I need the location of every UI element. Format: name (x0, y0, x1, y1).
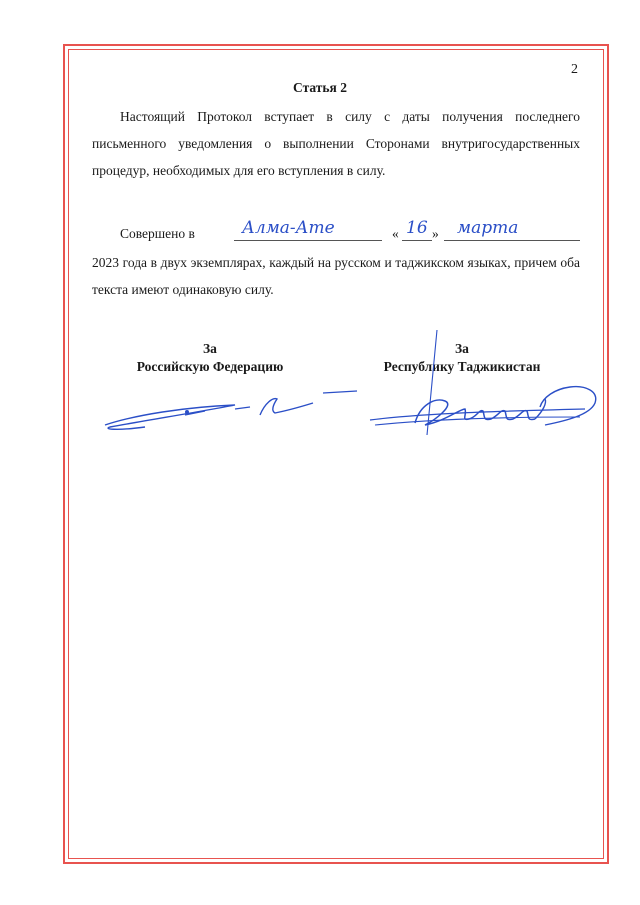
done-prefix: Совершено в (120, 226, 195, 241)
quote-open: « (392, 226, 399, 241)
signatory-russia-line1: За (203, 341, 217, 356)
paragraph-copies: 2023 года в двух экземплярах, каждый на русском и таджикском языках, причем оба текста имеют одинаковую силу. (92, 255, 580, 297)
month-underline (444, 240, 580, 241)
handwritten-city: Алма-Ате (242, 218, 335, 238)
handwritten-day: 16 (406, 218, 428, 238)
city-underline (234, 240, 382, 241)
signature-tajikistan (365, 325, 605, 440)
article-title: Статья 2 (293, 80, 347, 95)
signatory-tajikistan-line2: Республику Таджикистан (383, 359, 541, 374)
page-number: 2 (571, 62, 578, 77)
signatory-russia-line2: Российскую Федерацию (136, 359, 284, 374)
signatory-tajikistan-line1: За (455, 341, 469, 356)
day-underline (402, 240, 432, 241)
quote-close: » (432, 226, 439, 241)
handwritten-month: марта (457, 218, 519, 238)
signature-russia (95, 385, 365, 435)
done-at-line (92, 220, 580, 244)
paragraph-entry-into-force: Настоящий Протокол вступает в силу с даты получения последнего письменного уведомления о выполнении Сторонами внутригосударственных процедур, необходимых для его вступления в силу. (92, 109, 580, 178)
signatory-russia (110, 340, 310, 376)
